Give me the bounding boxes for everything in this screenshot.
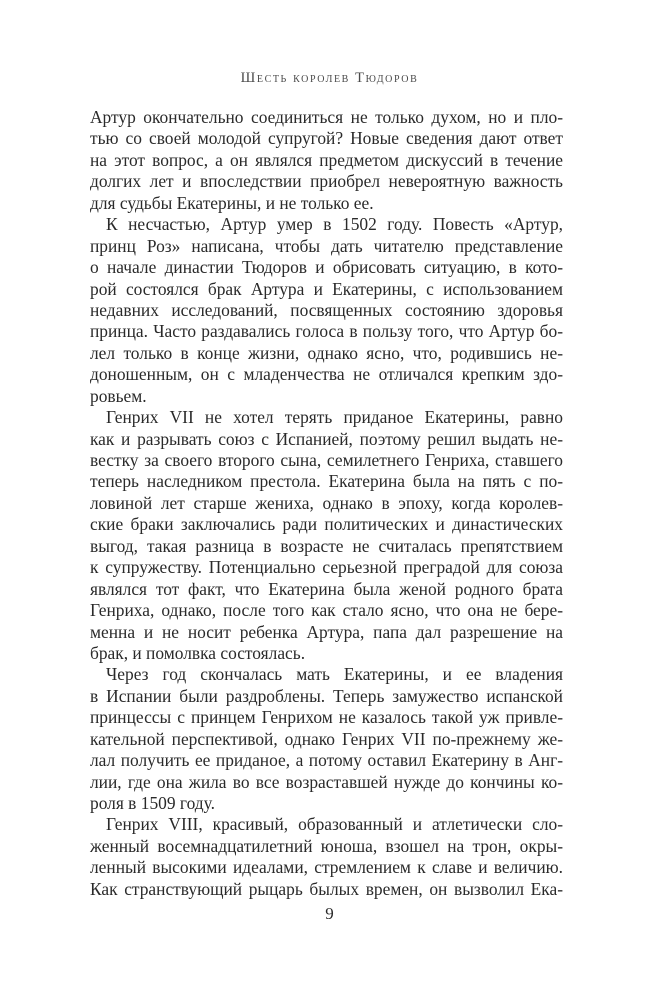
text-line: лел только в конце жизни, однако ясно, что, родившись не- <box>90 342 563 363</box>
text-line: роля в 1509 году. <box>90 793 215 813</box>
text-line: лии, где она жила во все возраставшей нужде до кончины ко- <box>90 771 563 792</box>
text-line: Генрих VIII, красивый, образованный и атлетически сло- <box>106 814 563 835</box>
text-line: рой состоялся брак Артура и Екатерины, с использованием <box>90 278 563 299</box>
text-line: недавних исследований, посвященных состоянию здоровья <box>90 299 563 320</box>
text-line: теперь наследником престола. Екатерина была на пять с по- <box>90 471 563 492</box>
text-line: кательной перспективой, однако Генрих VII по-прежнему же- <box>90 728 563 749</box>
text-line: женный восемнадцатилетний юноша, взошел на трон, окры- <box>90 835 563 856</box>
text-line: к супружеству. Потенциально серьезной преградой для союза <box>90 557 563 578</box>
text-line: Генриха, однако, после того как стало ясно, что она не бере- <box>90 600 563 621</box>
text-line: К несчастью, Артур умер в 1502 году. Повесть «Артур, <box>106 214 563 235</box>
page-number: 9 <box>325 904 334 923</box>
body-text <box>90 107 563 900</box>
text-line: для судьбы Екатерины, и не только ее. <box>90 192 374 213</box>
text-line: лал получить ее приданое, а потому оставил Екатерину в Анг- <box>90 750 563 771</box>
text-line: принцессы с принцем Генрихом не казалось такой уж привле- <box>90 707 563 728</box>
text-line: ленный высокими идеалами, стремлением к славе и величию. <box>90 857 563 878</box>
paragraph <box>90 814 563 900</box>
text-line: являлся тот факт, что Екатерина была женой родного брата <box>90 578 563 599</box>
running-head: Шесть королев Тюдоров <box>240 70 419 86</box>
text-line: вестку за своего второго сына, семилетнего Генриха, ставшего <box>90 450 563 470</box>
paragraph <box>90 407 563 664</box>
text-line: принц Роз» написана, чтобы дать читателю представление <box>90 235 563 256</box>
text-line: тью со своей молодой супругой? Новые сведения дают ответ <box>90 128 563 149</box>
text-line: Генрих VII не хотел терять приданое Екатерины, равно <box>106 407 563 428</box>
text-line: о начале династии Тюдоров и обрисовать ситуацию, в кото- <box>90 257 563 278</box>
text-line: выгод, такая разница в возрасте не считалась препятствием <box>90 535 563 556</box>
text-line: как и разрывать союз с Испанией, поэтому решил выдать не- <box>90 428 563 449</box>
text-line: Артур окончательно соединиться не только духом, но и пло- <box>90 107 563 127</box>
text-line: в Испании были раздроблены. Теперь замужество испанской <box>90 685 563 706</box>
text-line: брак, и помолвка состоялась. <box>90 642 306 663</box>
text-line: принца. Часто раздавались голоса в пользу того, что Артур бо- <box>90 321 563 342</box>
paragraph <box>90 214 563 407</box>
paragraph <box>90 107 563 214</box>
text-line: Как странствующий рыцарь былых времен, он вызволил Ека- <box>90 878 563 899</box>
paragraph <box>90 664 563 814</box>
text-line: Через год скончалась мать Екатерины, и ее владения <box>106 664 563 685</box>
text-line: доношенным, он с младенчества не отличался крепким здо- <box>90 364 563 385</box>
text-line: на этот вопрос, а он являлся предметом дискуссий в течение <box>90 149 563 170</box>
text-line: менна и не носит ребенка Артура, папа дал разрешение на <box>90 621 563 642</box>
text-line: ровьем. <box>90 385 147 406</box>
text-line: долгих лет и впоследствии приобрел невероятную важность <box>90 171 563 192</box>
text-line: ловиной лет старше жениха, однако в эпоху, когда королев- <box>90 492 563 513</box>
text-line: ские браки заключались ради политических и династических <box>90 514 563 535</box>
